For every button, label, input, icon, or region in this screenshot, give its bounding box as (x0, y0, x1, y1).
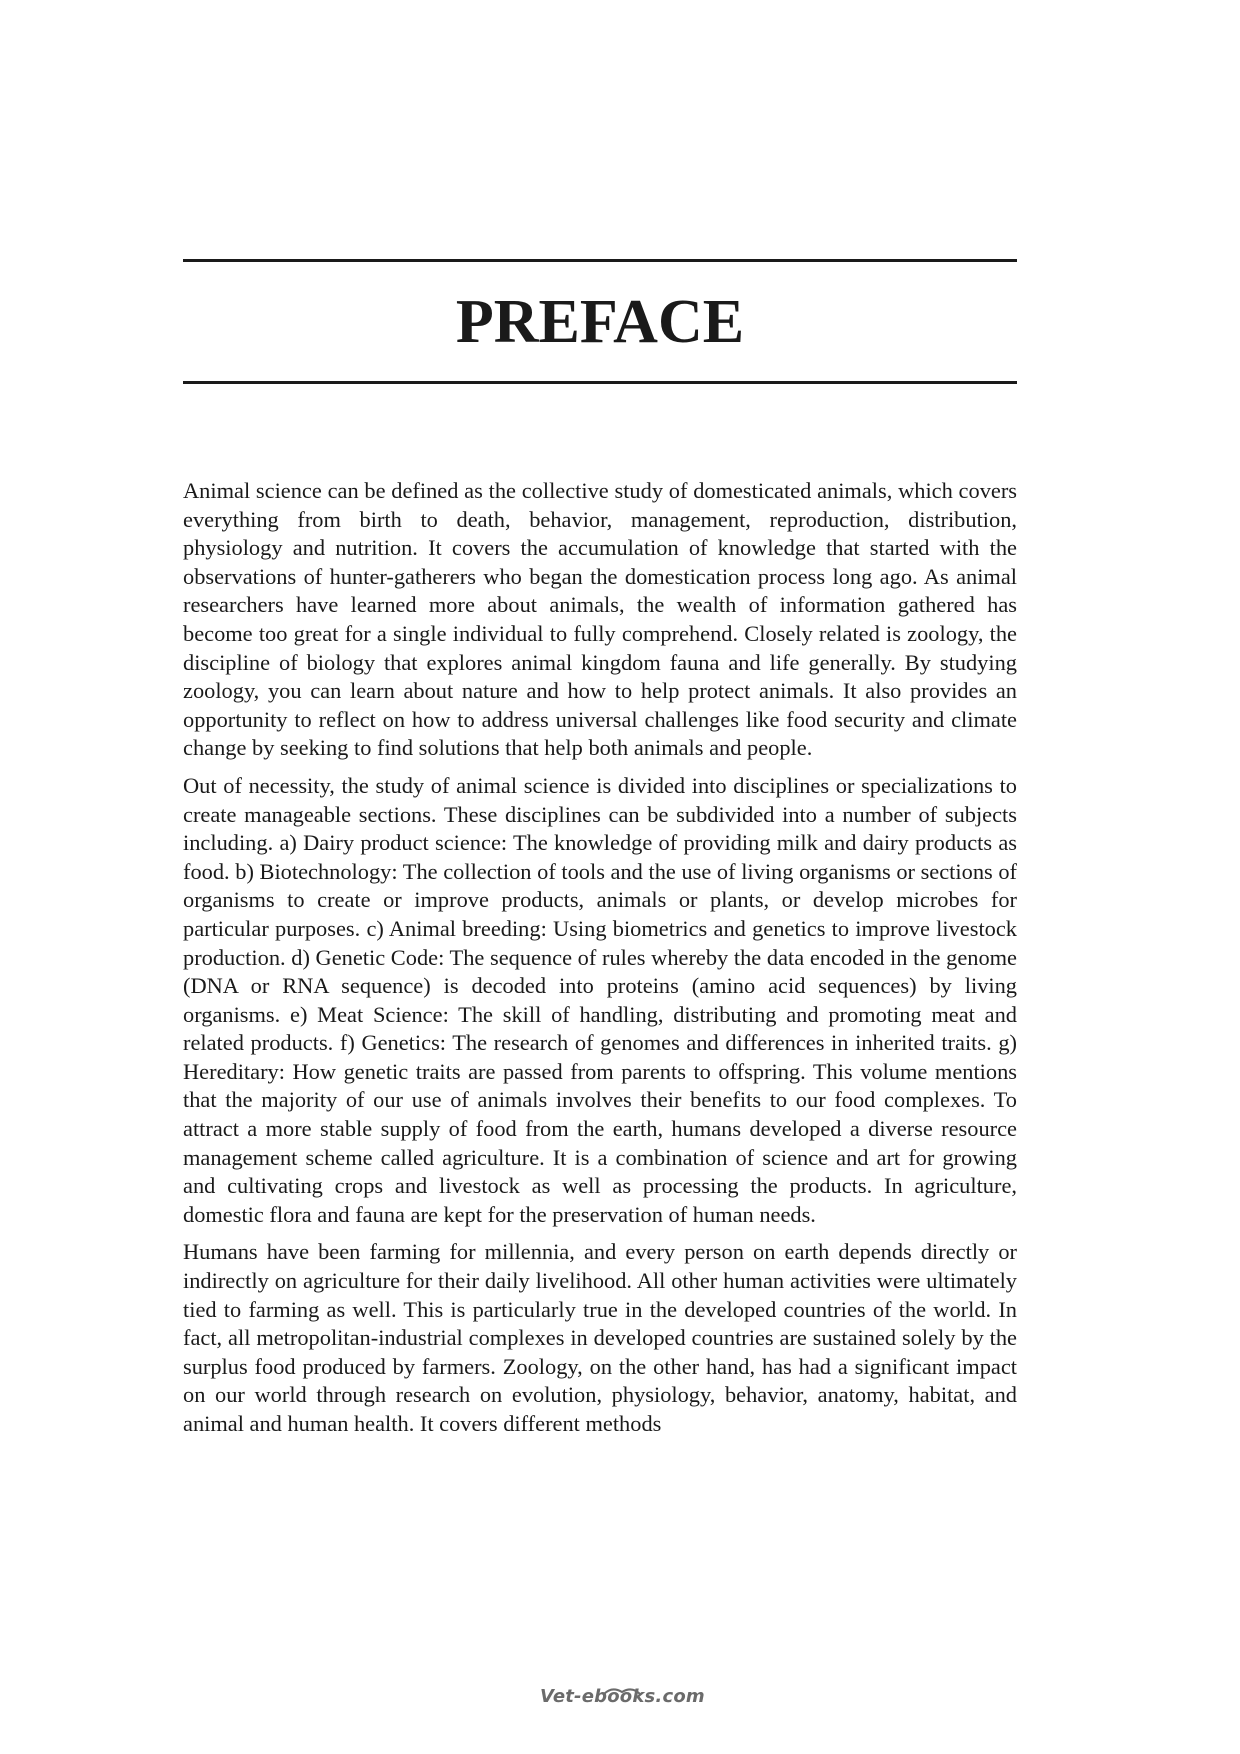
paragraph-3: Humans have been farming for millennia, and every person on earth depends directly or indirectly on agriculture for their daily livelihood. All other human activities were ultimately tied to farming as well. This is particularly true in the developed countries of the world. In fact, all metropolitan-industrial complexes in developed countries are sustained solely by the surplus food produced by farmers. Zoology, on the other hand, has had a significant impact on our world through research on evolution, physiology, behavior, anatomy, habitat, and animal and human health. It covers different methods (183, 1239, 1017, 1436)
title-rule-top (183, 259, 1017, 262)
watermark-logo (540, 1684, 720, 1718)
paragraph-2: Out of necessity, the study of animal science is divided into disciplines or specializations to create manageable sections. These disciplines can be subdivided into a number of subjects including. a) Dairy product science: The knowledge of providing milk and dairy products as food. b) Biotechnology: The collection of tools and the use of living organisms or sections of organisms to create or improve products, animals or plants, or develop microbes for particular purposes. c) Animal breeding: Using biometrics and genetics to improve livestock production. d) Genetic Code: The sequence of rules whereby the data encoded in the genome (DNA or RNA sequence) is decoded into proteins (amino acid sequences) by living organisms. e) Meat Science: The skill of handling, distributing and promoting meat and related products. f) Genetics: The research of genomes and differences in inherited traits. g) Hereditary: How genetic traits are passed from parents to offspring. This volume mentions that the majority of our use of animals involves their benefits to our food complexes. To attract a more stable supply of food from the earth, humans developed a diverse resource management scheme called agriculture. It is a combination of science and art for growing and cultivating crops and livestock as well as processing the products. In agriculture, domestic flora and fauna are kept for the preservation of human needs. (183, 772, 1017, 1227)
title-rule-bottom (183, 381, 1017, 384)
preface-body (183, 477, 1017, 1448)
paragraph-1: Animal science can be defined as the collective study of domesticated animals, which covers everything from birth to death, behavior, management, reproduction, distribution, physiology and nutrition. It covers the accumulation of knowledge that started with the observations of hunter-gatherers who began the domestication process long ago. As animal researchers have learned more about animals, the wealth of information gathered has become too great for a single individual to fully comprehend. Closely related is zoology, the discipline of biology that explores animal kingdom fauna and life generally. By studying zoology, you can learn about nature and how to help protect animals. It also provides an opportunity to reflect on how to address universal challenges like food security and climate change by seeking to find solutions that help both animals and people. (183, 478, 1017, 761)
watermark-text: Vet-ebooks.com (540, 1686, 705, 1707)
book-swoosh-icon (602, 1684, 642, 1698)
page-title: PREFACE (455, 288, 745, 356)
